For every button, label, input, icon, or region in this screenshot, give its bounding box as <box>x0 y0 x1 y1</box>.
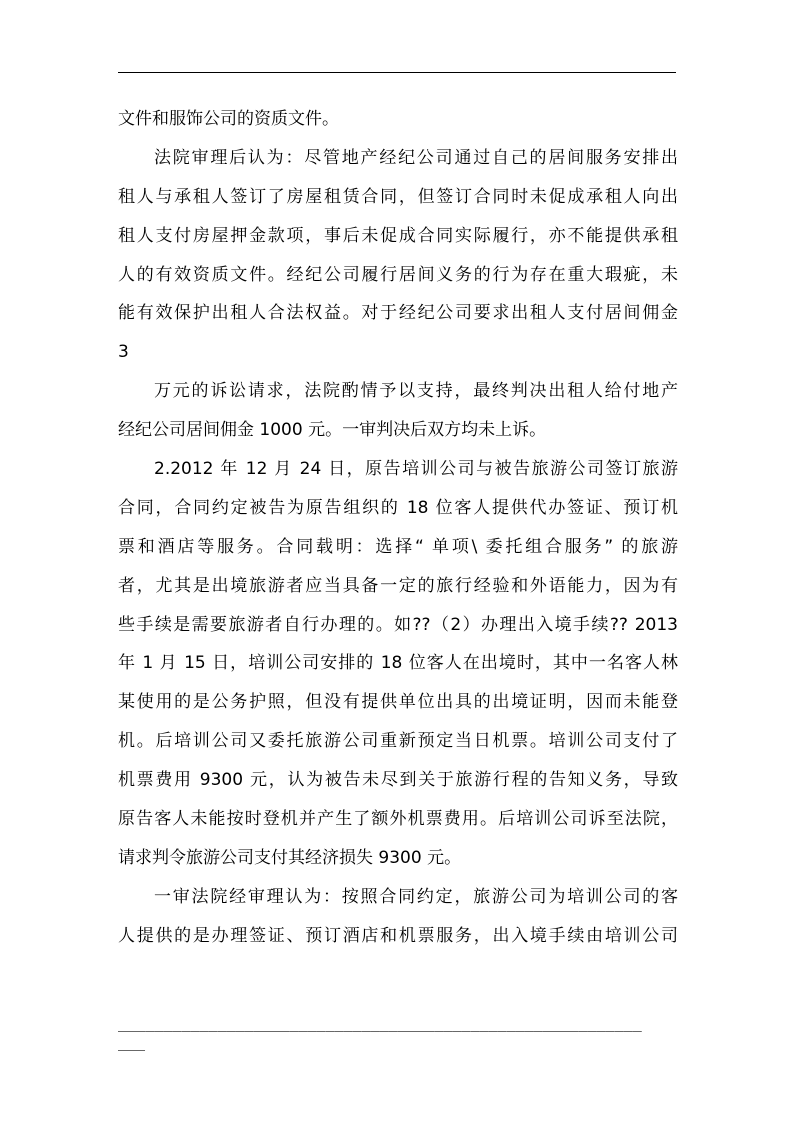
text-line: 法院审理后认为：尽管地产经纪公司通过自己的居间服务安排出 <box>154 147 678 168</box>
text-line: 3 <box>118 342 129 363</box>
text-line: 合同，合同约定被告为原告组织的 18 位客人提供代办签证、预订机 <box>118 497 678 518</box>
text-line: 机票费用 9300 元，认为被告未尽到关于旅游行程的告知义务，导致 <box>118 770 678 791</box>
text-line: 经纪公司居间佣金 1000 元。一审判决后双方均未上诉。 <box>118 420 547 441</box>
text-line: 2.2012 年 12 月 24 日，原告培训公司与被告旅游公司签订旅游 <box>154 459 678 480</box>
text-line: 机。后培训公司又委托旅游公司重新预定当日机票。培训公司支付了 <box>118 731 678 752</box>
footer-underscores <box>118 1014 678 1052</box>
footer-underscore-line-1: __________________________________________________________ <box>118 1014 642 1032</box>
text-line: 票和酒店等服务。合同载明：选择“ 单项\ 委托组合服务” 的旅游 <box>118 536 678 557</box>
text-line: 租人支付房屋押金款项，事后未促成合同实际履行，亦不能提供承租 <box>118 225 678 246</box>
text-line: 些手续是需要旅游者自行办理的。如??（2）办理出入境手续?? 2013 <box>118 614 678 635</box>
text-line: 原告客人未能按时登机并产生了额外机票费用。后培训公司诉至法院， <box>118 809 678 830</box>
header-rule <box>118 72 676 73</box>
text-line: 请求判令旅游公司支付其经济损失 9300 元。 <box>118 847 462 868</box>
text-line: 文件和服饰公司的资质文件。 <box>118 109 339 129</box>
document-body <box>118 100 678 956</box>
text-line: 年 1 月 15 日，培训公司安排的 18 位客人在出境时，其中一名客人林 <box>118 653 678 674</box>
text-line: 能有效保护出租人合法权益。对于经纪公司要求出租人支付居间佣金 <box>118 303 678 324</box>
text-line: 万元的诉讼请求，法院酌情予以支持，最终判决出租人给付地产 <box>154 381 678 402</box>
text-line: 一审法院经审理认为：按照合同约定，旅游公司为培训公司的客 <box>154 886 678 907</box>
text-line: 者，尤其是出境旅游者应当具备一定的旅行经验和外语能力，因为有 <box>118 575 678 596</box>
footer-underscore-line-2: ___ <box>118 1033 146 1051</box>
text-line: 某使用的是公务护照，但没有提供单位出具的出境证明，因而未能登 <box>118 692 678 713</box>
text-line: 租人与承租人签订了房屋租赁合同，但签订合同时未促成承租人向出 <box>118 186 678 207</box>
text-line: 人的有效资质文件。经纪公司履行居间义务的行为存在重大瑕疵，未 <box>118 264 678 285</box>
text-line: 人提供的是办理签证、预订酒店和机票服务，出入境手续由培训公司 <box>118 925 678 946</box>
